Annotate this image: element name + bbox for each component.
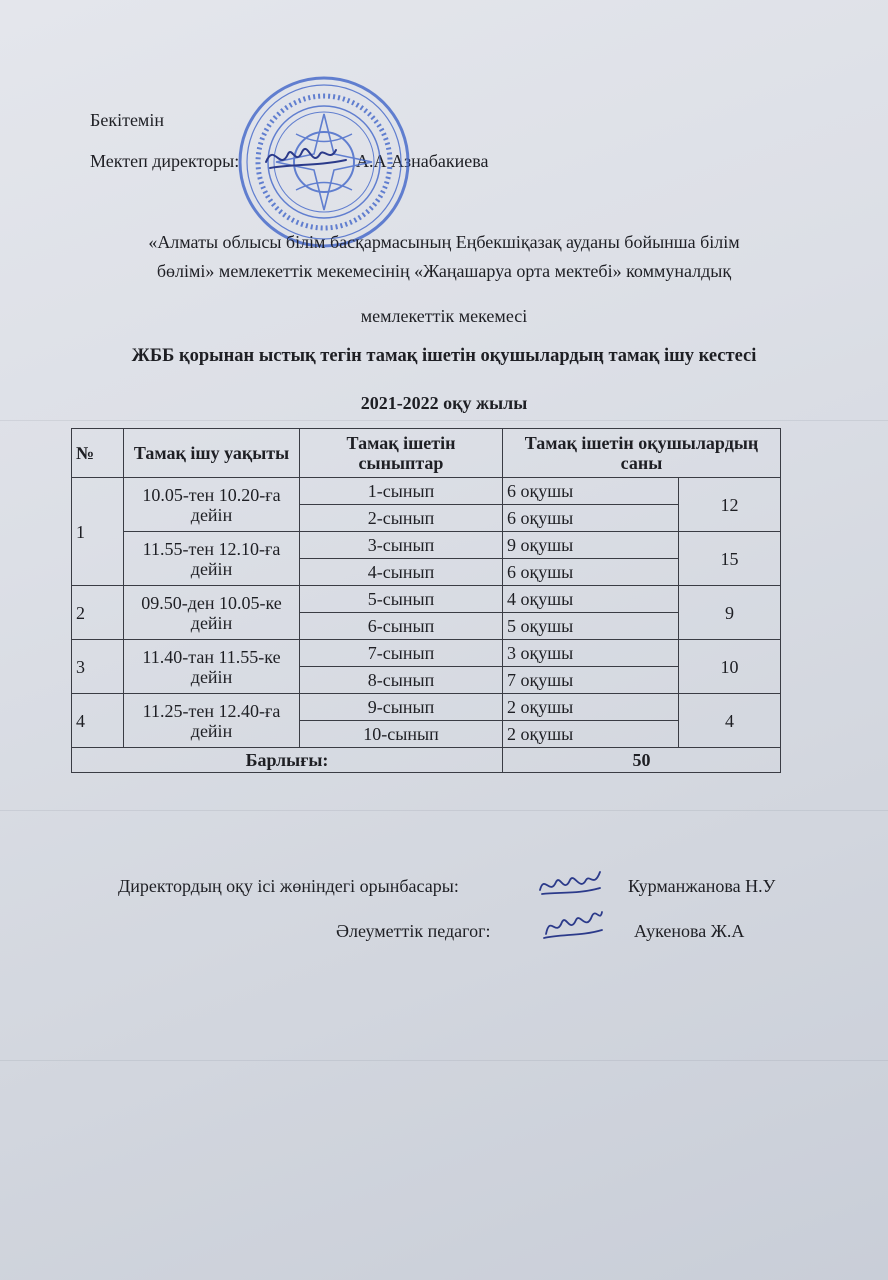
social-pedagogue-name: Аукенова Ж.А (634, 921, 745, 941)
class-name: 8-сынып (300, 667, 503, 694)
deputy-signature-icon (536, 866, 606, 902)
table-row (72, 640, 781, 667)
table-header-row (72, 429, 781, 478)
class-name: 10-сынып (300, 721, 503, 748)
row-number: 1 (72, 478, 124, 586)
table-row (72, 694, 781, 721)
class-name: 4-сынып (300, 559, 503, 586)
meal-time: 11.55-тен 12.10-ға дейін (124, 532, 300, 586)
student-count: 7 оқушы (503, 667, 679, 694)
director-label: Мектеп директоры: (90, 151, 240, 171)
student-count: 6 оқушы (503, 505, 679, 532)
student-count: 2 оқушы (503, 694, 679, 721)
class-name: 2-сынып (300, 505, 503, 532)
header-students: Тамақ ішетін оқушылардың саны (503, 429, 781, 478)
row-number: 4 (72, 694, 124, 748)
table-row (72, 478, 781, 505)
director-name: А.А Азнабакиева (356, 151, 489, 171)
academic-year: 2021-2022 оқу жылы (360, 393, 528, 413)
group-total: 9 (679, 586, 781, 640)
total-value: 50 (503, 748, 781, 773)
meal-time: 09.50-ден 10.05-ке дейін (124, 586, 300, 640)
class-name: 6-сынып (300, 613, 503, 640)
org-line-3: мемлекеттік мекемесі (360, 306, 528, 326)
class-name: 5-сынып (300, 586, 503, 613)
document-title: ЖББ қорынан ыстық тегін тамақ ішетін оқушылардың тамақ ішу кестесі (131, 346, 757, 366)
row-number: 3 (72, 640, 124, 694)
social-pedagogue-signature-icon (540, 904, 606, 946)
deputy-name: Курманжанова Н.У (628, 876, 776, 896)
group-total: 4 (679, 694, 781, 748)
table-row (72, 532, 781, 559)
deputy-label: Директордың оқу ісі жөніндегі орынбасары: (118, 876, 459, 896)
student-count: 9 оқушы (503, 532, 679, 559)
class-name: 3-сынып (300, 532, 503, 559)
header-num: № (72, 429, 124, 478)
paper-fold (0, 420, 888, 421)
meal-time: 10.05-тен 10.20-ға дейін (124, 478, 300, 532)
student-count: 4 оқушы (503, 586, 679, 613)
group-total: 10 (679, 640, 781, 694)
student-count: 5 оқушы (503, 613, 679, 640)
class-name: 1-сынып (300, 478, 503, 505)
paper-fold (0, 1060, 888, 1061)
group-total: 15 (679, 532, 781, 586)
student-count: 6 оқушы (503, 478, 679, 505)
class-name: 9-сынып (300, 694, 503, 721)
meal-time: 11.25-тен 12.40-ға дейін (124, 694, 300, 748)
director-signature-icon (262, 132, 352, 178)
student-count: 3 оқушы (503, 640, 679, 667)
header-classes: Тамақ ішетін сыныптар (300, 429, 503, 478)
student-count: 6 оқушы (503, 559, 679, 586)
row-number: 2 (72, 586, 124, 640)
org-line-1: «Алматы облысы білім басқармасының Еңбекшіқазақ ауданы бойынша білім (148, 232, 740, 252)
student-count: 2 оқушы (503, 721, 679, 748)
meal-schedule-table (71, 428, 781, 773)
social-pedagogue-label: Әлеуметтік педагог: (336, 921, 491, 941)
meal-time: 11.40-тан 11.55-ке дейін (124, 640, 300, 694)
group-total: 12 (679, 478, 781, 532)
paper-fold (0, 810, 888, 811)
approve-label: Бекітемін (90, 110, 164, 130)
table-row (72, 586, 781, 613)
org-line-2: бөлімі» мемлекеттік мекемесінің «Жаңашаруа орта мектебі» коммуналдық (156, 261, 732, 281)
class-name: 7-сынып (300, 640, 503, 667)
total-row (72, 748, 781, 773)
total-label: Барлығы: (72, 748, 503, 773)
header-time: Тамақ ішу уақыты (124, 429, 300, 478)
